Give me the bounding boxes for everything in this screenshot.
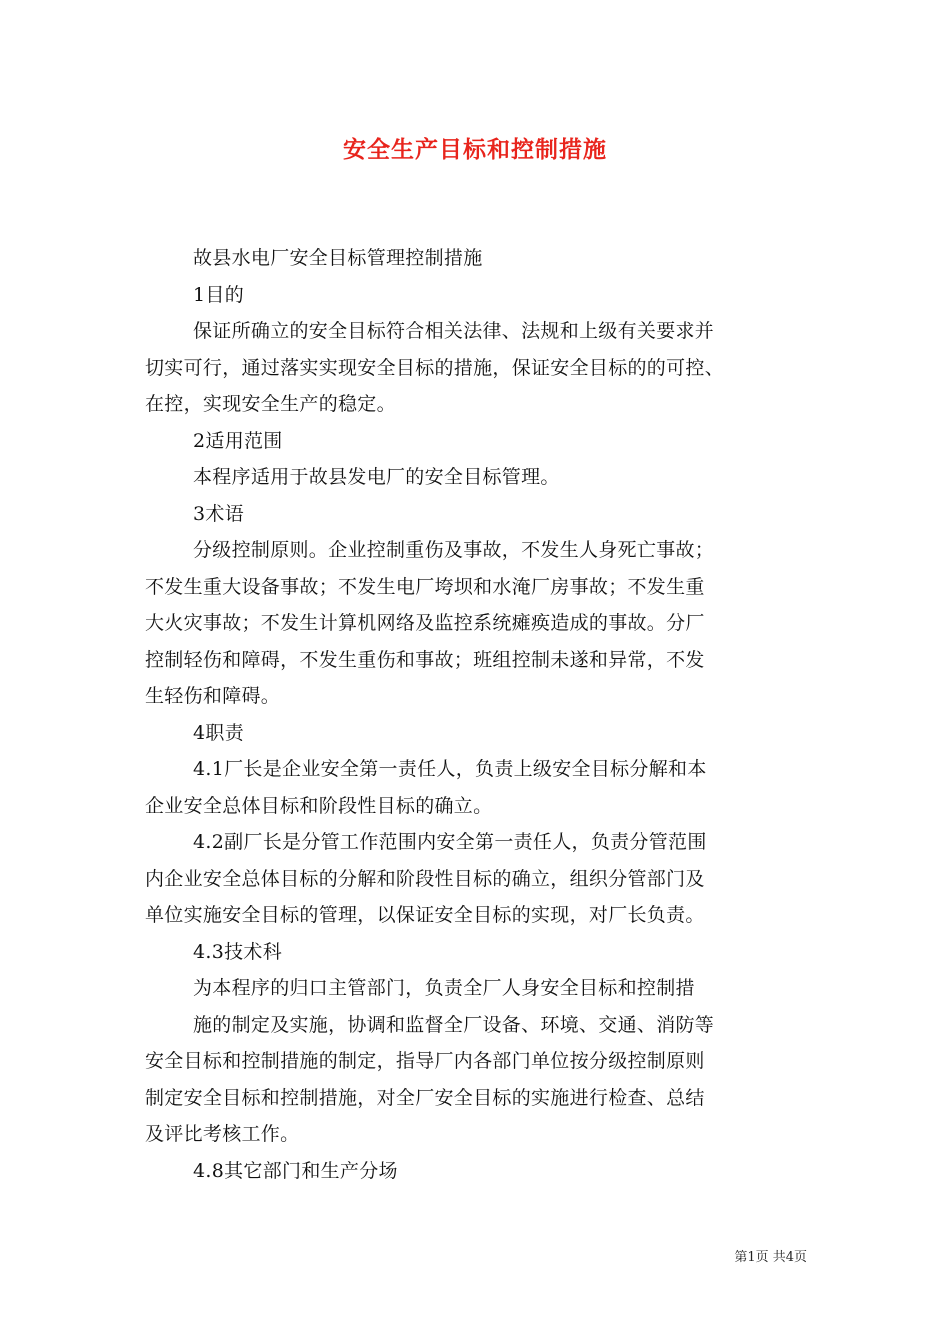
page-number: 第1页 共4页 — [734, 1250, 807, 1265]
body-line: 单位实施安全目标的管理，以保证安全目标的实现，对厂长负责。 — [145, 904, 705, 926]
body-line: 4.8其它部门和生产分场 — [193, 1159, 398, 1182]
document-body — [145, 240, 825, 1189]
body-line: 1目的 — [193, 283, 244, 306]
body-line: 制定安全目标和控制措施，对全厂安全目标的实施进行检查、总结 — [145, 1086, 705, 1109]
body-line: 4.2副厂长是分管工作范围内安全第一责任人，负责分管范围 — [193, 831, 707, 853]
body-line: 及评比考核工作。 — [145, 1123, 300, 1145]
body-line: 切实可行，通过落实实现安全目标的措施，保证安全目标的的可控、 — [145, 356, 725, 379]
body-line: 4职责 — [193, 721, 244, 744]
body-line: 不发生重大设备事故；不发生电厂垮坝和水淹厂房事故；不发生重 — [145, 575, 705, 598]
document-title: 安全生产目标和控制措施 — [343, 137, 607, 163]
body-line: 3术语 — [193, 502, 244, 525]
body-line: 保证所确立的安全目标符合相关法律、法规和上级有关要求并 — [193, 320, 715, 342]
body-line: 故县水电厂安全目标管理控制措施 — [193, 247, 483, 269]
body-line: 在控，实现安全生产的稳定。 — [145, 393, 396, 415]
body-line: 4.1厂长是企业安全第一责任人，负责上级安全目标分解和本 — [193, 758, 707, 780]
body-line: 安全目标和控制措施的制定，指导厂内各部门单位按分级控制原则 — [145, 1050, 705, 1072]
body-line: 大火灾事故；不发生计算机网络及监控系统瘫痪造成的事故。分厂 — [145, 612, 705, 634]
body-line: 分级控制原则。企业控制重伤及事故，不发生人身死亡事故； — [193, 539, 715, 561]
body-line: 4.3技术科 — [193, 940, 283, 963]
body-line: 内企业安全总体目标的分解和阶段性目标的确立，组织分管部门及 — [145, 867, 705, 890]
body-line: 本程序适用于故县发电厂的安全目标管理。 — [193, 466, 560, 488]
body-line: 施的制定及实施，协调和监督全厂设备、环境、交通、消防等 — [193, 1013, 715, 1036]
body-line: 为本程序的归口主管部门，负责全厂人身安全目标和控制措 — [193, 977, 695, 999]
body-line: 2适用范围 — [193, 429, 283, 452]
body-line: 控制轻伤和障碍，不发生重伤和事故；班组控制未遂和异常，不发 — [145, 648, 705, 671]
body-line: 生轻伤和障碍。 — [145, 685, 281, 707]
body-line: 企业安全总体目标和阶段性目标的确立。 — [145, 794, 493, 817]
